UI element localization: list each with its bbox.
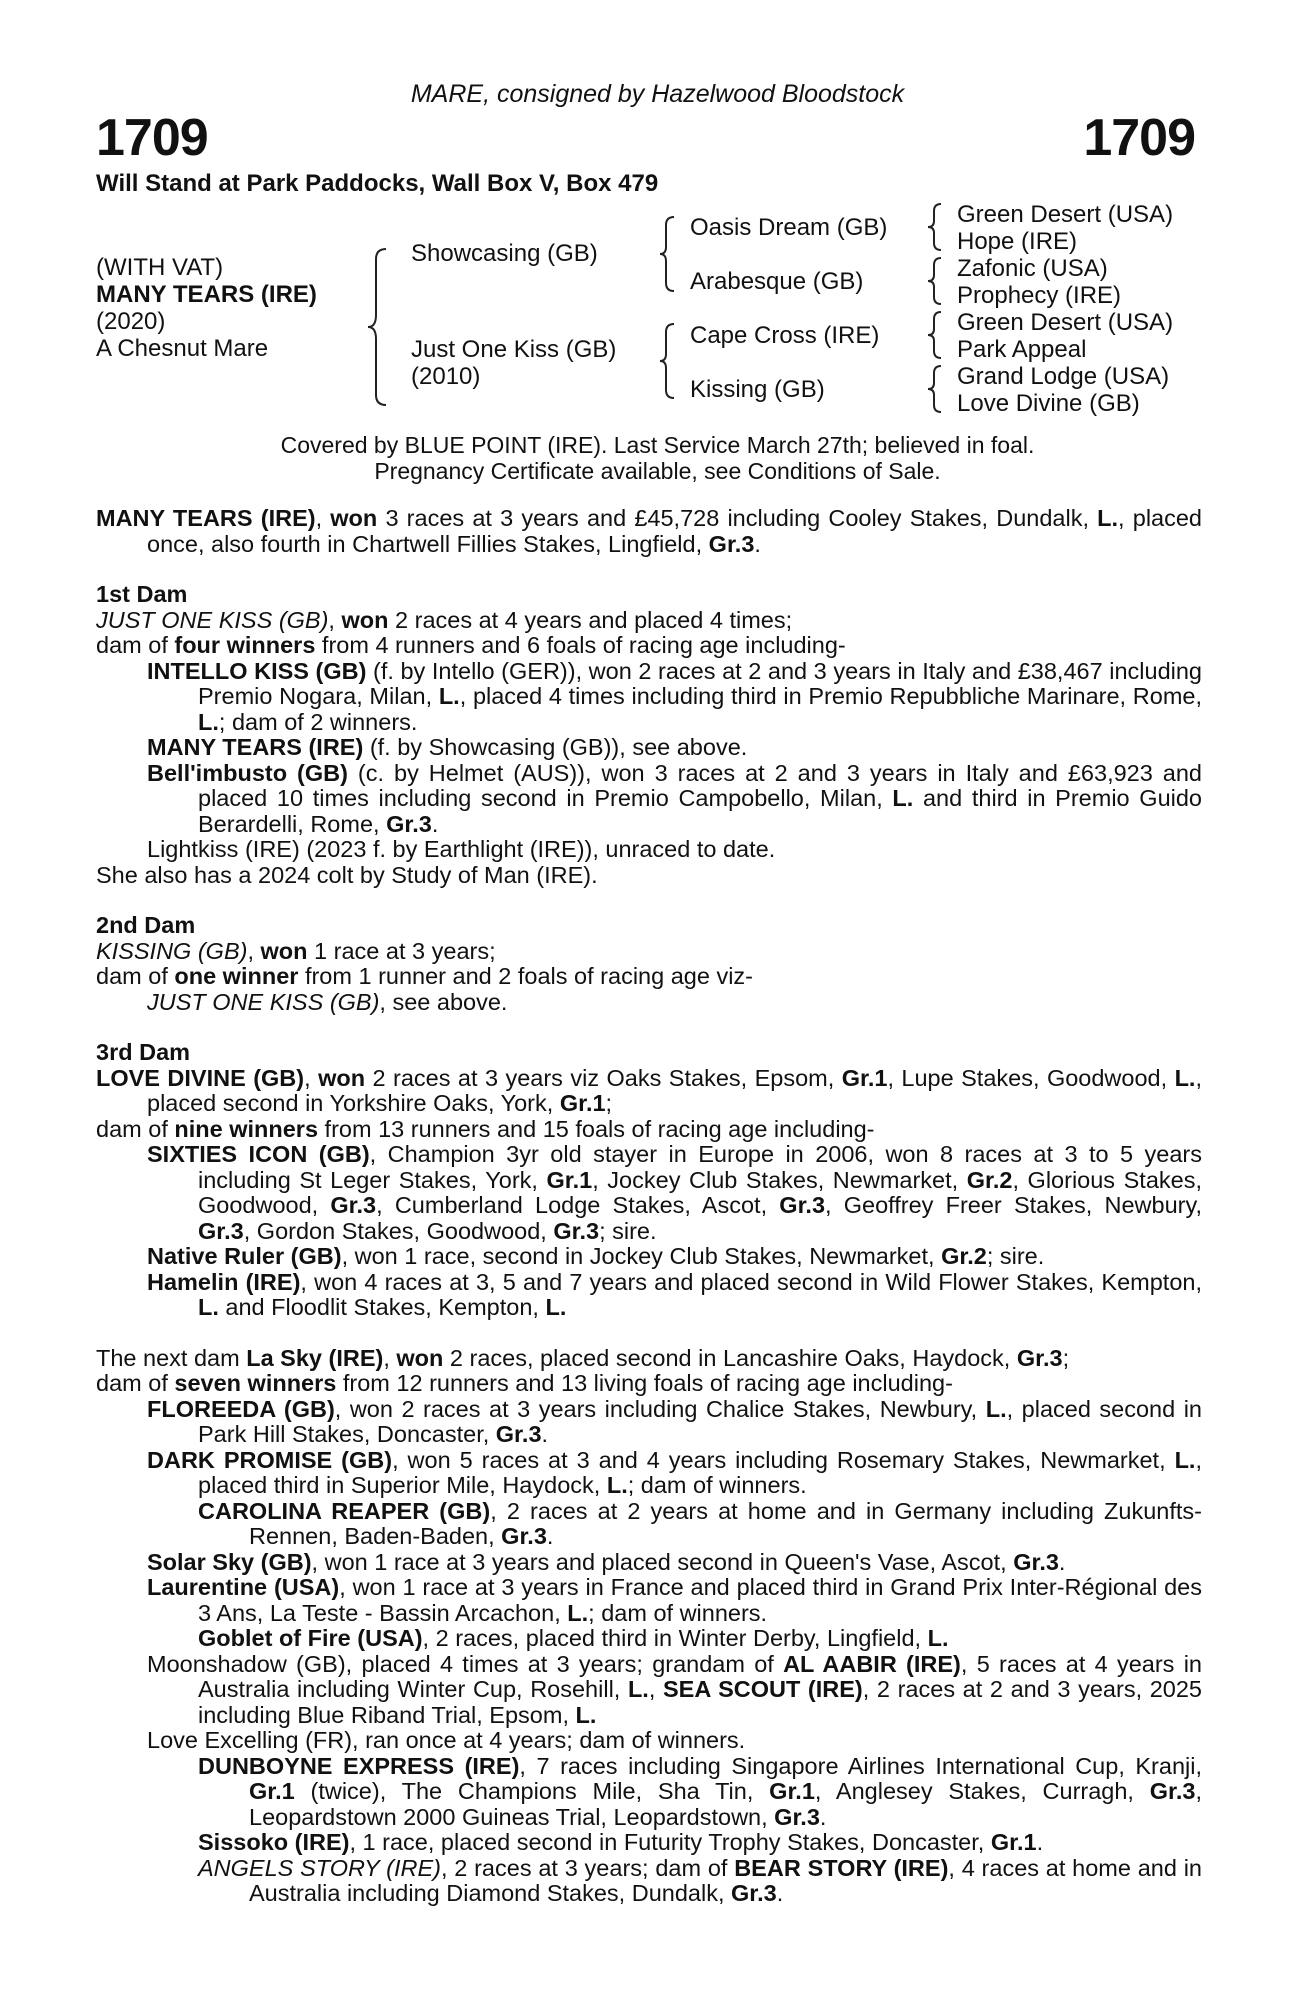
main-brace (364, 245, 394, 410)
produce-entry: DARK PROMISE (GB), won 5 races at 3 and 4 years including Rosemary Stakes, Newmarket, L., placed third in Superior Mile, Haydock, L.; dam of winners. (147, 1446, 1202, 1498)
dam-dam: Kissing (GB) (690, 376, 825, 403)
produce-entry: ANGELS STORY (IRE), 2 races at 3 years; dam of BEAR STORY (IRE), 4 races at home and in Australia including Diamond Stakes, Dundalk, Gr.3. (198, 1854, 1203, 1906)
second-dam-produce: dam of one winner from 1 runner and 2 foals of racing age viz- (96, 963, 753, 989)
dam-sire: Cape Cross (IRE) (690, 322, 880, 349)
dam-year: (2010) (411, 363, 481, 390)
sire-dam: Arabesque (GB) (690, 268, 864, 295)
horse-year: (2020) (96, 308, 166, 335)
sss: Green Desert (USA) (957, 201, 1174, 228)
covered-line-1: Covered by BLUE POINT (IRE). Last Service March 27th; believed in foal. (280, 432, 1035, 458)
brace-dd (925, 363, 949, 415)
produce-entry: Lightkiss (IRE) (2023 f. by Earthlight (IRE)), unraced to date. (147, 836, 776, 862)
ddd: Love Divine (GB) (957, 390, 1140, 417)
third-dam-line: LOVE DIVINE (GB), won 2 races at 3 years viz Oaks Stakes, Epsom, Gr.1, Lupe Stakes, Goodwood, L., placed second in Yorkshire Oaks, York, Gr.1; (96, 1064, 1202, 1116)
second-dam-heading: 2nd Dam (96, 912, 196, 938)
produce-entry: Hamelin (IRE), won 4 races at 3, 5 and 7 years and placed second in Wild Flower Stakes, Kempton, L. and Floodlit Stakes, Kempton, L. (147, 1268, 1202, 1320)
covered-line-2: Pregnancy Certificate available, see Conditions of Sale. (374, 458, 941, 484)
produce-entry: Sissoko (IRE), 1 race, placed second in Futurity Trophy Stakes, Doncaster, Gr.1. (198, 1829, 1044, 1855)
produce-entry: Moonshadow (GB), placed 4 times at 3 years; grandam of AL AABIR (IRE), 5 races at 4 years in Australia including Winter Cup, Rosehill, L., SEA SCOUT (IRE), 2 races at 2 and 3 years, 2025 including Blue Riband Trial, Epsom, L. (147, 1650, 1202, 1728)
lot-number-left: 1709 (96, 109, 208, 167)
second-dam-line: KISSING (GB), won 1 race at 3 years; (96, 937, 496, 964)
third-dam-heading: 3rd Dam (96, 1039, 191, 1065)
sire: Showcasing (GB) (411, 240, 598, 267)
dsd: Park Appeal (957, 336, 1087, 363)
horse-summary: MANY TEARS (IRE), won 3 races at 3 years and £45,728 including Cooley Stakes, Dundalk, L., placed once, also fourth in Chartwell Fillies Stakes, Lingfield, Gr.3. (96, 505, 1202, 557)
brace-ds (925, 309, 949, 361)
covered-statement (0, 432, 1315, 484)
brace-sd (925, 255, 949, 307)
produce-entry: Goblet of Fire (USA), 2 races, placed third in Winter Derby, Lingfield, L. (198, 1625, 949, 1651)
dss: Green Desert (USA) (957, 309, 1174, 336)
produce-entry: Solar Sky (GB), won 1 race at 3 years and placed second in Queen's Vase, Ascot, Gr.3. (147, 1548, 1066, 1575)
produce-entry: Laurentine (USA), won 1 race at 3 years in France and placed third in Grand Prix Inter-Régional des 3 Ans, La Teste - Bassin Arcachon, L.; dam of winners. (147, 1574, 1202, 1626)
produce-entry: CAROLINA REAPER (GB), 2 races at 2 years at home and in Germany including Zukunfts-Rennen, Baden-Baden, Gr.3. (198, 1497, 1202, 1549)
dds: Grand Lodge (USA) (957, 363, 1170, 390)
produce-entry: FLOREEDA (GB), won 2 races at 3 years including Chalice Stakes, Newbury, L., placed second in Park Hill Stakes, Doncaster, Gr.3. (147, 1395, 1203, 1447)
produce-entry: INTELLO KISS (GB) (f. by Intello (GER)), won 2 races at 2 and 3 years in Italy and £38,467 including Premio Nogara, Milan, L., placed 4 times including third in Premio Repubbliche Marinare, Rome, L.; dam of 2 winners. (147, 657, 1203, 735)
lot-number-right: 1709 (1083, 109, 1195, 167)
dam-brace (656, 320, 682, 402)
stand-location: Will Stand at Park Paddocks, Wall Box V, Box 479 (96, 170, 659, 197)
dam: Just One Kiss (GB) (411, 336, 617, 363)
produce-entry: Native Ruler (GB), won 1 race, second in Jockey Club Stakes, Newmarket, Gr.2; sire. (147, 1243, 1045, 1269)
first-dam-produce: dam of four winners from 4 runners and 6 foals of racing age including- (96, 632, 846, 658)
consignment-line: MARE, consigned by Hazelwood Bloodstock (410, 80, 905, 108)
horse-description: A Chesnut Mare (96, 335, 269, 362)
produce-entry: SIXTIES ICON (GB), Champion 3yr old stayer in Europe in 2006, won 8 races at 3 to 5 years including St Leger Stakes, York, Gr.1, Jockey Club Stakes, Newmarket, Gr.2, Glorious Stakes, Goodwood, Gr.3, Cumberland Lodge Stakes, Ascot, Gr.3, Geoffrey Freer Stakes, Newbury, Gr.3, Gordon Stakes, Goodwood, Gr.3; sire. (147, 1141, 1203, 1244)
next-dam-line: The next dam La Sky (IRE), won 2 races, placed second in Lancashire Oaks, Haydock, Gr.3; (96, 1344, 1070, 1371)
sire-brace (656, 213, 682, 295)
first-dam-note: She also has a 2024 colt by Study of Man (IRE). (96, 861, 598, 888)
produce-entry: JUST ONE KISS (GB), see above. (147, 988, 508, 1015)
produce-entry: Bell'imbusto (GB) (c. by Helmet (AUS)), won 3 races at 2 and 3 years in Italy and £63,923 and placed 10 times including second in Premio Campobello, Milan, L. and third in Premio Guido Berardelli, Rome, Gr.3. (147, 759, 1202, 837)
produce-entry: Love Excelling (FR), ran once at 4 years; dam of winners. (147, 1727, 746, 1753)
produce-entry: MANY TEARS (IRE) (f. by Showcasing (GB)), see above. (147, 734, 748, 760)
first-dam-line: JUST ONE KISS (GB), won 2 races at 4 years and placed 4 times; (96, 606, 793, 633)
ssd: Hope (IRE) (957, 228, 1078, 255)
sdd: Prophecy (IRE) (957, 282, 1122, 309)
horse-name: MANY TEARS (IRE) (96, 281, 317, 308)
first-dam-heading: 1st Dam (96, 581, 188, 607)
brace-ss (925, 201, 949, 253)
vat-label: (WITH VAT) (96, 254, 224, 281)
third-dam-produce: dam of nine winners from 13 runners and 15 foals of racing age including- (96, 1115, 875, 1142)
catalogue-body (96, 506, 1202, 1907)
produce-entry: DUNBOYNE EXPRESS (IRE), 7 races including Singapore Airlines International Cup, Kranji, Gr.1 (twice), The Champions Mile, Sha Tin, Gr.1, Anglesey Stakes, Curragh, Gr.3, Leopardstown 2000 Guineas Trial, Leopardstown, Gr.3. (198, 1752, 1203, 1830)
next-dam-produce: dam of seven winners from 12 runners and 13 living foals of racing age including- (96, 1370, 953, 1396)
sire-sire: Oasis Dream (GB) (690, 214, 888, 241)
sds: Zafonic (USA) (957, 255, 1108, 282)
